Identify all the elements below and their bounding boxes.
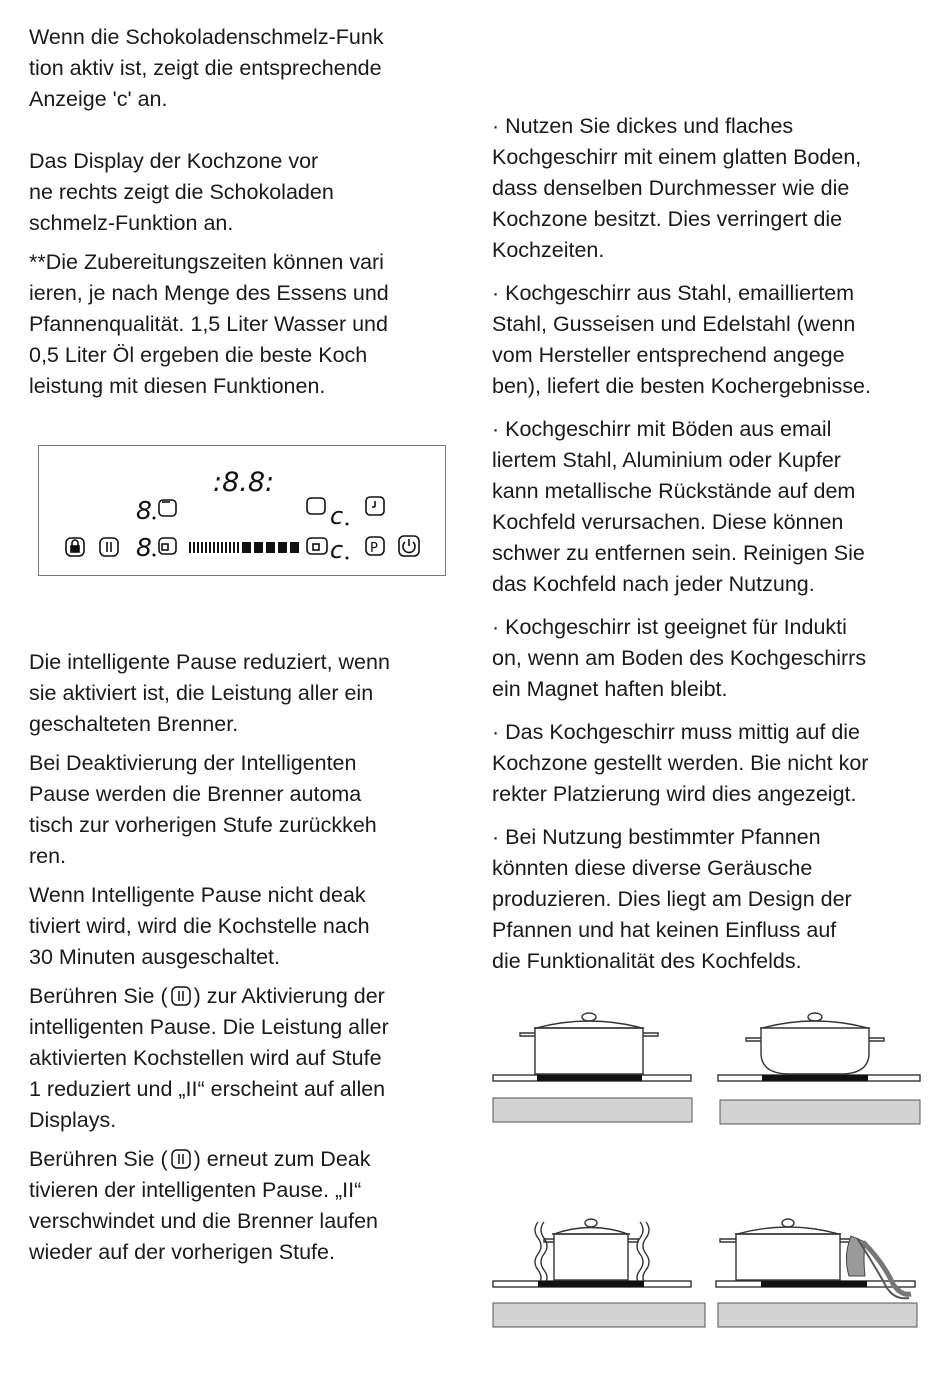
pause-paragraph-2: Bei Deaktivierung der Intelligenten Pause werden die Brenner automa tisch zur vorherigen Stufe zurückkeh ren. bbox=[29, 751, 377, 868]
pot-symbol-icon bbox=[307, 538, 327, 554]
pot-flat-bottom-illustration bbox=[492, 1008, 694, 1126]
pause-paragraph-4 bbox=[29, 981, 449, 1136]
pot-curved-bottom-illustration bbox=[717, 1008, 923, 1128]
pause-paragraph-3: Wenn Intelligente Pause nicht deak tiviert wird, wird die Kochstelle nach 30 Minuten ausgeschaltet. bbox=[29, 883, 370, 969]
decimal-dot bbox=[153, 517, 156, 520]
pause-icon bbox=[171, 1149, 191, 1169]
control-panel-display bbox=[38, 445, 446, 576]
power-level-bar[interactable] bbox=[189, 542, 299, 553]
pot-symbol-icon bbox=[159, 500, 176, 516]
zone-bottom-left-digit: 8 bbox=[136, 533, 152, 562]
cookware-tip-3: · Kochgeschirr mit Böden aus email liertem Stahl, Aluminium oder Kupfer kann metallische Rückstände auf dem Kochfeld verursachen. Diese können schwer zu entfernen sein. Reinigen Sie das Kochfeld nach jeder Nutzung. bbox=[492, 417, 865, 596]
cooking-times-paragraph: **Die Zubereitungszeiten können vari ieren, je nach Menge des Essens und Pfannenqualität. 1,5 Liter Wasser und 0,5 Liter Öl ergeben die beste Koch leistung mit diesen Funktionen. bbox=[29, 250, 389, 398]
pot-symbol-icon bbox=[159, 538, 176, 554]
right-column bbox=[492, 111, 932, 977]
cookware-tip-2: · Kochgeschirr aus Stahl, emailliertem Stahl, Gusseisen und Edelstahl (wenn vom Hersteller entsprechend angege ben), liefert die besten Kochergebnisse. bbox=[492, 281, 871, 398]
cookware-tip-5: · Das Kochgeschirr muss mittig auf die Kochzone gestellt werden. Bie nicht kor rekter Platzierung wird dies angezeigt. bbox=[492, 720, 869, 806]
cookware-tip-6: · Bei Nutzung bestimmter Pfannen könnten diese diverse Geräusche produzieren. Dies liegt am Design der Pfannen und hat keinen Einfluss auf die Funktionalität des Kochfelds. bbox=[492, 825, 852, 973]
cookware-tip-4: · Kochgeschirr ist geeignet für Indukti on, wenn am Boden des Kochgeschirrs ein Magnet haften bleibt. bbox=[492, 615, 867, 701]
pause-paragraph-5-end: ) erneut zum Deak tivieren der intelligenten Pause. „II“ verschwindet und die Brenner laufen wieder auf der vorherigen Stufe. bbox=[29, 1147, 378, 1264]
pause-paragraph-4-start: Berühren Sie ( bbox=[29, 984, 168, 1008]
pot-noise-illustration bbox=[492, 1212, 707, 1330]
left-column bbox=[29, 22, 449, 402]
pot-symbol-icon bbox=[307, 498, 325, 514]
pot-magnet-illustration bbox=[715, 1212, 925, 1330]
decimal-dot bbox=[346, 557, 349, 560]
cookware-tip-1: · Nutzen Sie dickes und flaches Kochgeschirr mit einem glatten Boden, dass denselben Durchmesser wie die Kochzone besitzt. Dies verringert die Kochzeiten. bbox=[492, 114, 862, 262]
power-icon[interactable] bbox=[399, 536, 419, 556]
chocolate-indicator: c bbox=[330, 502, 344, 530]
zone-top-left-digit: 8 bbox=[136, 496, 152, 525]
timer-digits: :8.8: bbox=[213, 467, 275, 498]
decimal-dot bbox=[346, 523, 349, 526]
display-paragraph: Das Display der Kochzone vor ne rechts zeigt die Schokoladen schmelz-Funktion an. bbox=[29, 149, 334, 235]
program-button-label: P bbox=[370, 541, 378, 556]
chocolate-indicator: c bbox=[330, 536, 344, 564]
timer-icon[interactable] bbox=[366, 497, 384, 515]
pause-paragraph-1: Die intelligente Pause reduziert, wenn sie aktiviert ist, die Leistung aller ein geschalteten Brenner. bbox=[29, 650, 390, 736]
pause-icon bbox=[171, 986, 191, 1006]
intelligent-pause-section bbox=[29, 647, 449, 1268]
pause-paragraph-5-start: Berühren Sie ( bbox=[29, 1147, 168, 1171]
decimal-dot bbox=[153, 554, 156, 557]
pause-paragraph-4-end: ) zur Aktivierung der intelligenten Pause. Die Leistung aller aktivierten Kochstellen wird auf Stufe 1 reduziert und „II“ erscheint auf allen Displays. bbox=[29, 984, 389, 1132]
lock-icon[interactable] bbox=[66, 538, 84, 556]
chocolate-melt-paragraph: Wenn die Schokoladenschmelz-Funk tion aktiv ist, zeigt die entsprechende Anzeige 'c' an. bbox=[29, 25, 384, 111]
pause-paragraph-5 bbox=[29, 1144, 449, 1268]
pause-icon[interactable] bbox=[100, 538, 118, 556]
magnet-hand-icon bbox=[846, 1236, 911, 1298]
program-button[interactable] bbox=[366, 537, 384, 556]
